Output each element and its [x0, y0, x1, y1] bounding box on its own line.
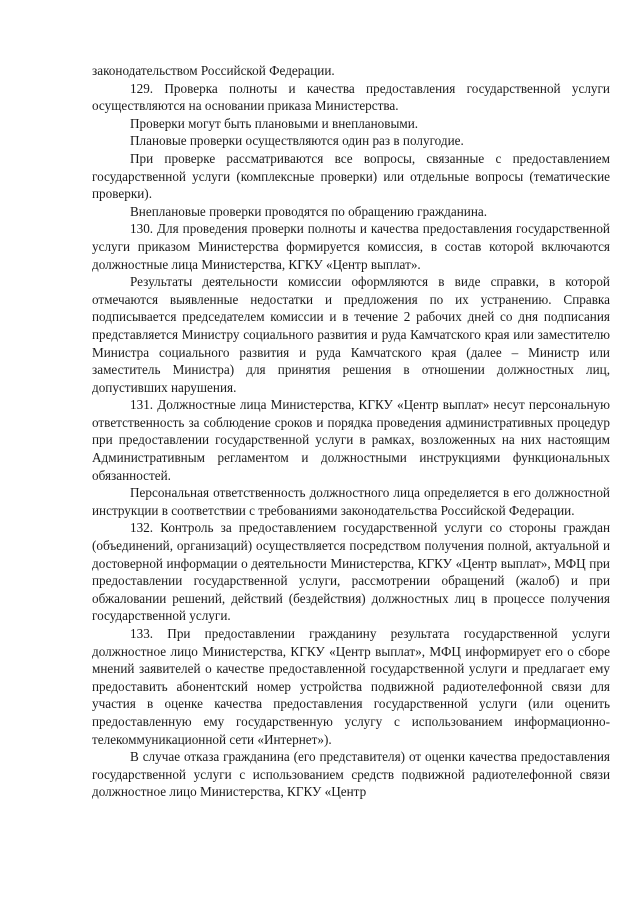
paragraph-continuation: законодательством Российской Федерации. [92, 63, 335, 78]
paragraph-planned-inspections: Плановые проверки осуществляются один раз в полугодие. [130, 133, 464, 149]
paragraph-133: 133. При предоставлении гражданину результата государственной услуги должностное лицо Министерства, КГКУ «Центр выплат», МФЦ информирует его о сборе мнений заявителей о качестве предоставленной государственной услуги и предлагает ему предоставить абонентский номер устройства подвижной радиотелефонной связи для участия в оценке качества предоставления государственной услуги (или оценить предоставленную ему государственную услугу с использованием информационно-телекоммуникационной сети «Интернет»). [92, 626, 610, 747]
paragraph-unplanned-inspections: Внеплановые проверки проводятся по обращению гражданина. [130, 203, 488, 219]
paragraph-inspection-types: Проверки могут быть плановыми и внеплановыми. [130, 115, 419, 131]
paragraph-132: 132. Контроль за предоставлением государственной услуги со стороны граждан (объединений, организаций) осуществляется посредством получения полной, актуальной и достоверной информации о деятельности Министерства, КГКУ «Центр выплат», МФЦ при предоставлении государственной услуги, рассмотрении обращений (жалоб) и при обжаловании решений, действий (бездействия) должностных лиц в процессе получения государственной услуги. [92, 520, 610, 624]
paragraph-131: 131. Должностные лица Министерства, КГКУ «Центр выплат» несут персональную ответственность за соблюдение сроков и порядка проведения административных процедур при предоставлении государственной услуги в рамках, возложенных на них настоящим Административным регламентом и должностными инструкциями функциональных обязанностей. [92, 397, 610, 483]
paragraph-commission-results: Результаты деятельности комиссии оформляются в виде справки, в которой отмечаются выявленные недостатки и предложения по их устранению. Справка подписывается председателем комиссии и в течение 2 рабочих дней со дня подписания представляется Министру социального развития и руда Камчатского края или заместителю Министра социального развития и руда Камчатского края (далее – Министр или заместитель Министра) для принятия решения в отношении должностных лиц, допустивших нарушения. [92, 274, 610, 395]
paragraph-personal-responsibility: Персональная ответственность должностного лица определяется в его должностной инструкции в соответствии с требованиями законодательства Российской Федерации. [92, 485, 610, 518]
paragraph-refusal: В случае отказа гражданина (его представителя) от оценки качества предоставления государственной услуги с использованием средств подвижной радиотелефонной связи должностное лицо Министерства, КГКУ «Центр [92, 749, 610, 800]
paragraph-130: 130. Для проведения проверки полноты и качества предоставления государственной услуги приказом Министерства формируется комиссия, в состав которой включаются должностные лица Министерства, КГКУ «Центр выплат». [92, 221, 610, 272]
paragraph-129: 129. Проверка полноты и качества предоставления государственной услуги осуществляются на основании приказа Министерства. [92, 80, 610, 114]
paragraph-inspection-scope: При проверке рассматриваются все вопросы, связанные с предоставлением государственной услуги (комплексные проверки) или отдельные вопросы (тематические проверки). [92, 150, 610, 202]
document-page [92, 62, 610, 801]
